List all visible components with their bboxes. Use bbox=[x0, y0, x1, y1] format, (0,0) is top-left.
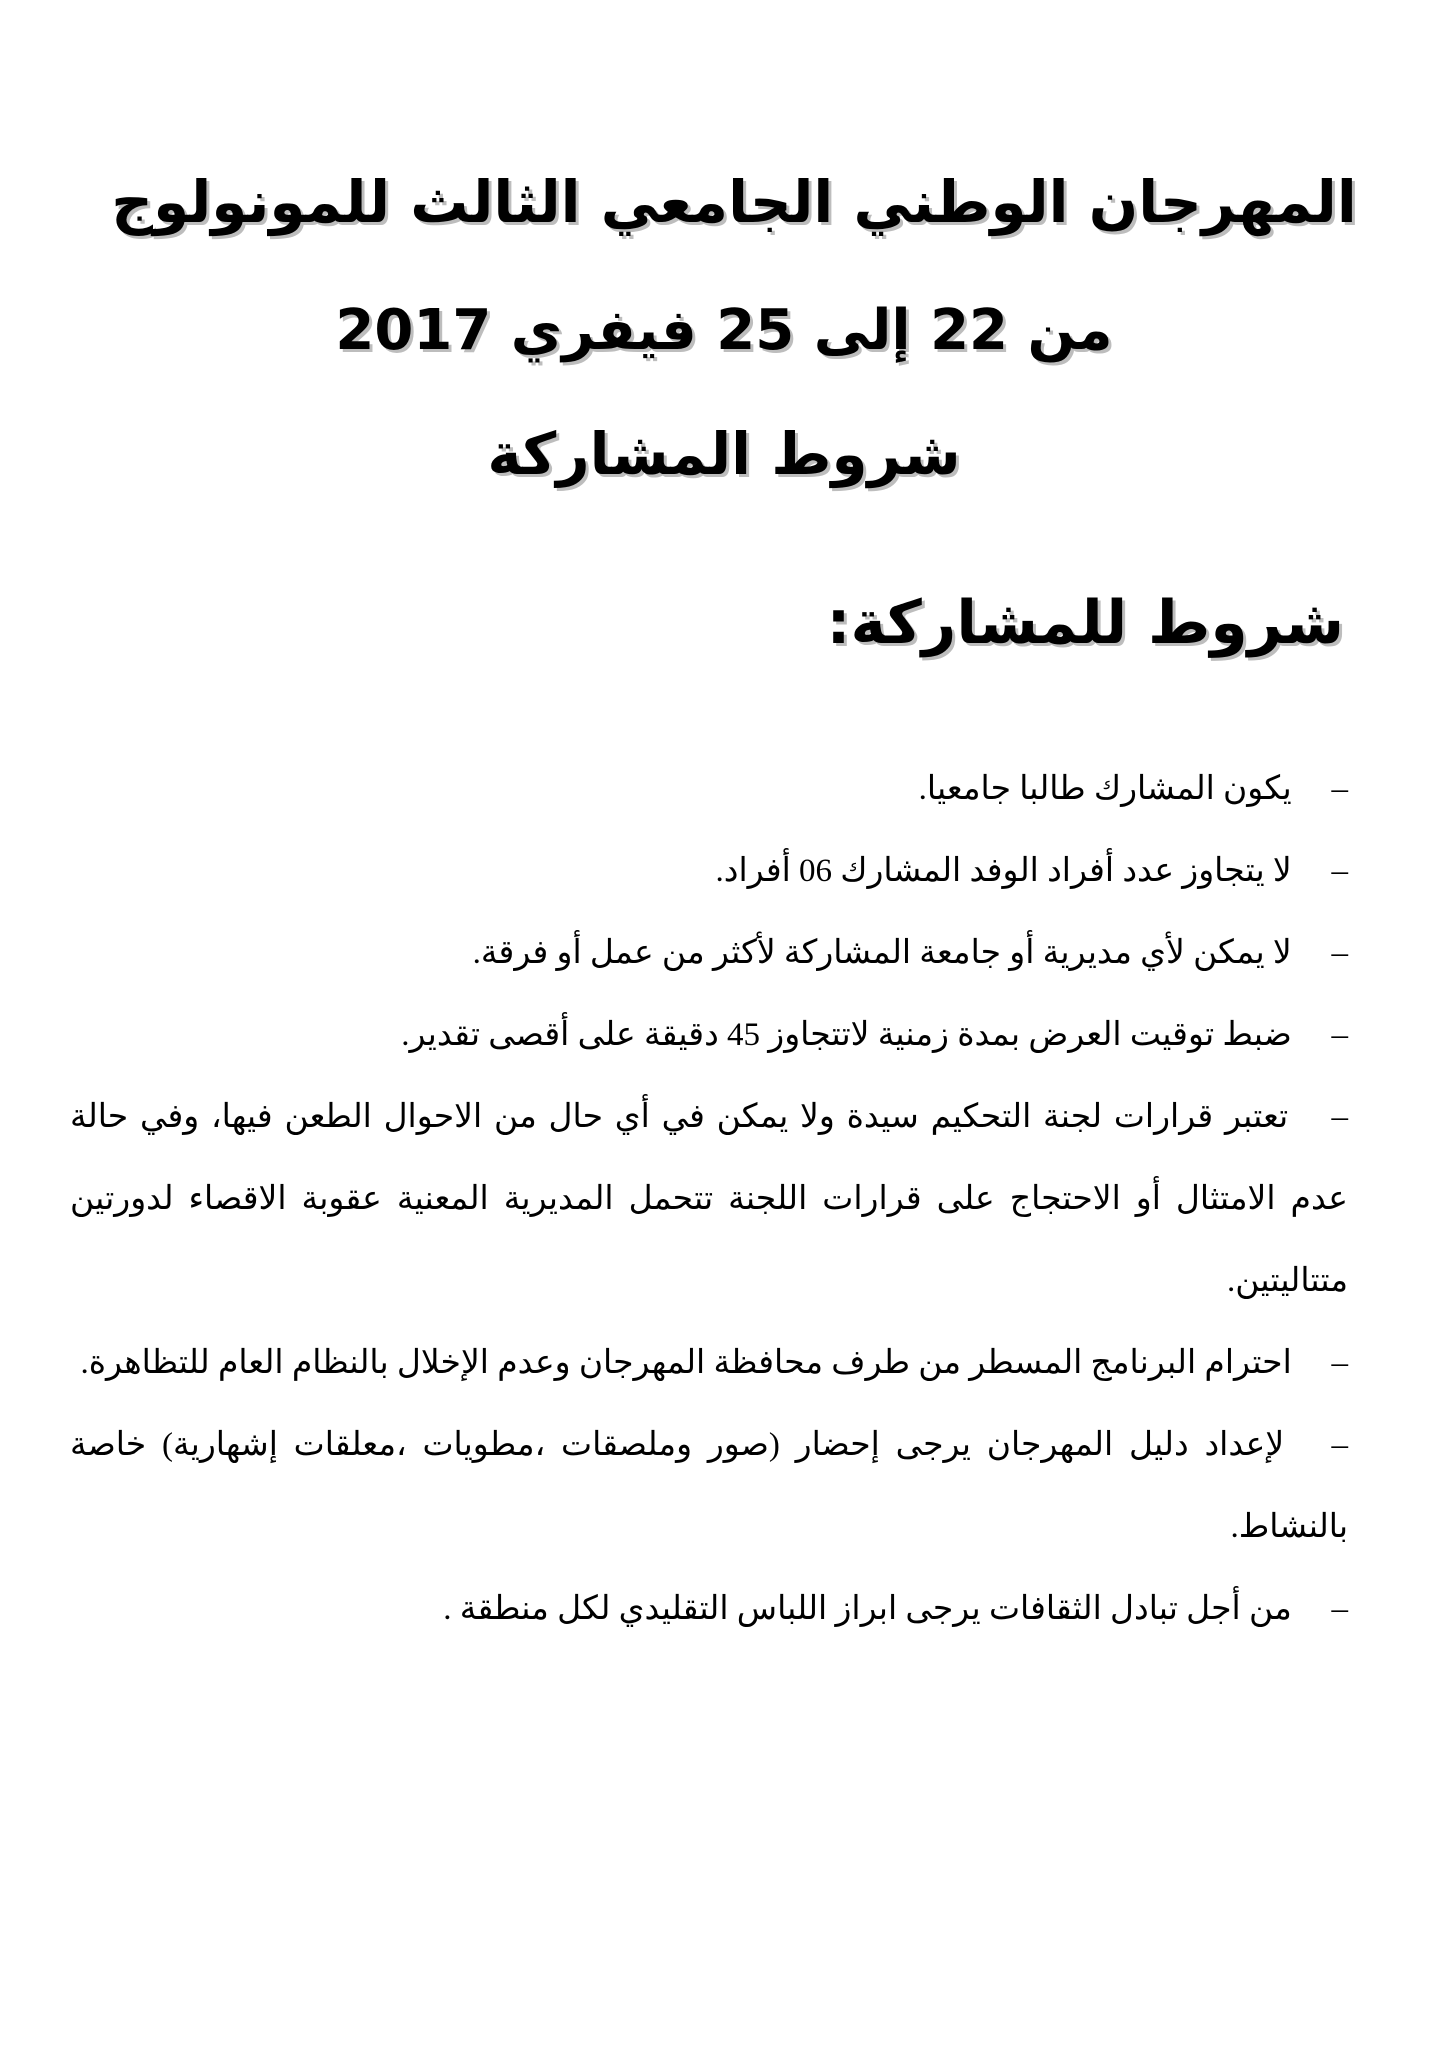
condition-text: ضبط توقيت العرض بمدة زمنية لاتتجاوز 45 دقيقة على أقصى تقدير. bbox=[401, 1017, 1292, 1053]
list-item bbox=[70, 994, 1348, 1076]
bullet-dash: – bbox=[1331, 771, 1348, 807]
conditions-list bbox=[70, 748, 1348, 1650]
participation-conditions-title: شروط المشاركة bbox=[487, 420, 961, 488]
condition-text: يكون المشارك طالبا جامعيا. bbox=[918, 771, 1292, 807]
bullet-dash: – bbox=[1331, 1591, 1348, 1627]
festival-dates: من 22 إلى 25 فيفري 2017 bbox=[335, 298, 1113, 363]
list-item bbox=[70, 1322, 1348, 1404]
festival-title: المهرجان الوطني الجامعي الثالث للمونولوج bbox=[111, 168, 1357, 236]
condition-text: من أجل تبادل الثقافات يرجى ابراز اللباس التقليدي لكل منطقة . bbox=[443, 1591, 1292, 1627]
bullet-dash: – bbox=[1331, 1017, 1348, 1053]
list-item bbox=[70, 830, 1348, 912]
list-item bbox=[70, 748, 1348, 830]
bullet-dash: – bbox=[1331, 1345, 1348, 1381]
bullet-dash: – bbox=[1331, 1099, 1348, 1135]
condition-text: لإعداد دليل المهرجان يرجى إحضار (صور وملصقات ،مطويات ،معلقات إشهارية) خاصة بالنشاط. bbox=[70, 1427, 1348, 1545]
list-item bbox=[70, 1076, 1348, 1322]
condition-text: لا يتجاوز عدد أفراد الوفد المشارك 06 أفراد. bbox=[715, 853, 1292, 889]
condition-text: لا يمكن لأي مديرية أو جامعة المشاركة لأكثر من عمل أو فرقة. bbox=[472, 935, 1292, 971]
list-item bbox=[70, 1568, 1348, 1650]
list-item bbox=[70, 912, 1348, 994]
bullet-dash: – bbox=[1331, 853, 1348, 889]
bullet-dash: – bbox=[1331, 1427, 1348, 1463]
section-heading: شروط للمشاركة: bbox=[826, 588, 1344, 658]
list-item bbox=[70, 1404, 1348, 1568]
condition-text: تعتبر قرارات لجنة التحكيم سيدة ولا يمكن في أي حال من الاحوال الطعن فيها، وفي حالة عدم الامتثال أو الاحتجاج على قرارات اللجنة تتحمل المديرية المعنية عقوبة الاقصاء لدورتين متتاليتين. bbox=[70, 1099, 1348, 1299]
bullet-dash: – bbox=[1331, 935, 1348, 971]
condition-text: احترام البرنامج المسطر من طرف محافظة المهرجان وعدم الإخلال بالنظام العام للتظاهرة. bbox=[80, 1345, 1292, 1381]
